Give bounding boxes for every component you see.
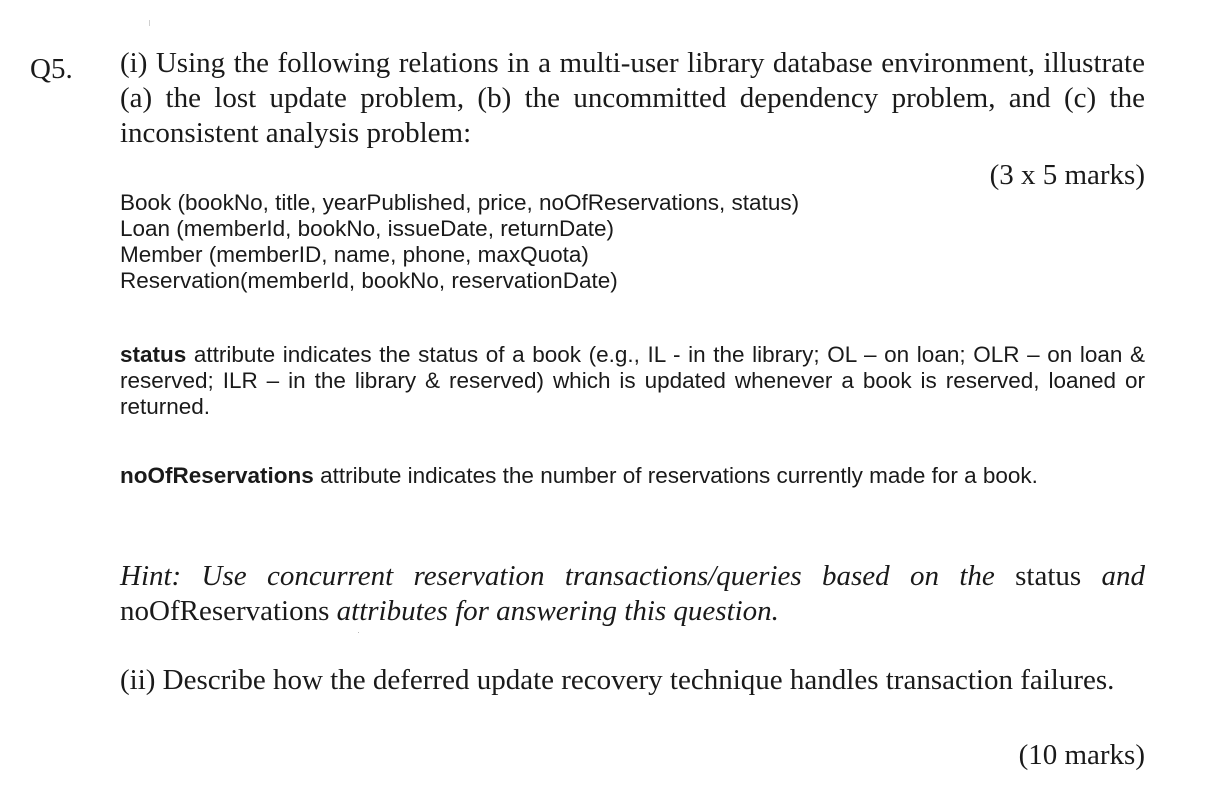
relation-book: Book (bookNo, title, yearPublished, price, noOfReservations, status): [120, 190, 800, 215]
scan-mark: [149, 20, 150, 26]
status-note: [120, 342, 1145, 420]
part-ii-text: (ii) Describe how the deferred update recovery technique handles transaction failures.: [120, 664, 1115, 696]
relation-loan: Loan (memberId, bookNo, issueDate, returnDate): [120, 216, 614, 241]
reservations-note: [120, 463, 1145, 489]
reservations-term: noOfReservations: [120, 463, 314, 488]
part-i-marks: (3 x 5 marks): [989, 159, 1145, 191]
status-term: status: [120, 342, 187, 367]
part-ii-marks: (10 marks): [1018, 739, 1145, 771]
hint-part-c: attributes for answering this question.: [329, 595, 779, 627]
scan-speck: [358, 632, 359, 633]
status-note-text: attribute indicates the status of a book (e.g., IL - in the library; OL – on loan; OLR – on loan & reserved; ILR – in the library & reserved) which is updated whenever a book is reserved, loaned or returned.: [120, 342, 1145, 419]
hint-part-b: and: [1081, 560, 1146, 592]
question-number: Q5.: [30, 53, 73, 85]
hint-term-status: status: [1015, 560, 1082, 592]
relation-reservation: Reservation(memberId, bookNo, reservationDate): [120, 268, 618, 293]
hint-part-a: Hint: Use concurrent reservation transactions/queries based on the: [120, 560, 1016, 592]
part-i-intro: (i) Using the following relations in a multi-user library database environment, illustrate (a) the lost update problem, (b) the uncommitted dependency problem, and (c) the inconsistent analysis problem:: [120, 47, 1145, 149]
hint-term-noofreservations: noOfReservations: [120, 595, 330, 627]
hint: [120, 559, 1145, 629]
reservations-note-text: attribute indicates the number of reservations currently made for a book.: [313, 463, 1038, 488]
relation-member: Member (memberID, name, phone, maxQuota): [120, 242, 589, 267]
relations-list: [120, 190, 1145, 294]
